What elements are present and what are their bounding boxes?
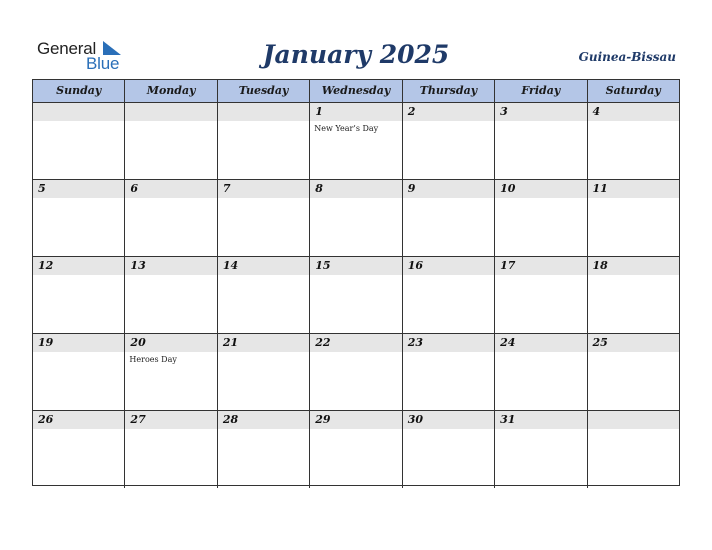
day-number-band	[218, 180, 309, 198]
day-number: 20	[130, 336, 146, 349]
day-number: 2	[407, 105, 416, 118]
week-row	[33, 257, 679, 334]
day-number-band	[495, 411, 586, 429]
day-number-band	[33, 103, 124, 121]
calendar-grid	[32, 79, 680, 486]
day-number-band	[218, 334, 309, 352]
day-number-band	[588, 334, 679, 352]
day-number-band	[495, 103, 586, 121]
day-number-band	[125, 103, 216, 121]
day-number-band	[588, 103, 679, 121]
day-number-band	[495, 180, 586, 198]
day-cell	[125, 103, 217, 179]
day-number-band	[33, 411, 124, 429]
calendar-title: January 2025	[262, 40, 450, 69]
day-cell	[588, 257, 679, 333]
weekday-header-row	[33, 80, 679, 103]
weekday-monday: Monday	[125, 80, 217, 102]
day-cell	[218, 411, 310, 488]
day-number: 23	[407, 336, 423, 349]
day-number-band	[588, 257, 679, 275]
day-cell	[218, 257, 310, 333]
day-cell	[218, 103, 310, 179]
day-number-band	[403, 103, 494, 121]
day-number: 12	[38, 259, 54, 272]
day-number-band	[218, 103, 309, 121]
day-number: 22	[315, 336, 331, 349]
week-row	[33, 180, 679, 257]
day-cell	[310, 180, 402, 256]
day-number-band	[588, 411, 679, 429]
weekday-tuesday: Tuesday	[218, 80, 310, 102]
day-number: 16	[407, 259, 423, 272]
day-cell	[588, 411, 679, 488]
day-number-band	[125, 257, 216, 275]
day-number: 18	[592, 259, 608, 272]
day-number: 11	[592, 182, 608, 195]
day-number-band	[33, 180, 124, 198]
weekday-sunday: Sunday	[33, 80, 125, 102]
day-number-band	[403, 257, 494, 275]
day-number-band	[33, 257, 124, 275]
holiday-label: Heroes Day	[129, 355, 177, 364]
day-number-band	[218, 411, 309, 429]
day-cell	[495, 411, 587, 488]
day-cell	[33, 103, 125, 179]
day-number: 28	[222, 413, 239, 426]
day-cell	[588, 103, 679, 179]
week-row	[33, 411, 679, 488]
day-number: 9	[407, 182, 416, 195]
day-number-band	[403, 334, 494, 352]
day-number-band	[310, 103, 401, 121]
day-number-band	[218, 257, 309, 275]
day-cell	[125, 334, 217, 410]
day-cell	[403, 180, 495, 256]
day-number: 8	[315, 182, 323, 195]
day-cell	[403, 257, 495, 333]
weeks-container	[33, 103, 679, 488]
day-number: 19	[38, 336, 54, 349]
day-number: 4	[592, 105, 601, 118]
day-cell	[495, 257, 587, 333]
day-number-band	[403, 411, 494, 429]
day-number: 7	[222, 182, 231, 195]
day-number: 14	[222, 259, 239, 272]
day-number: 26	[38, 413, 54, 426]
day-number-band	[403, 180, 494, 198]
day-cell	[403, 411, 495, 488]
day-cell	[495, 334, 587, 410]
day-number-band	[495, 334, 586, 352]
day-number-band	[495, 257, 586, 275]
day-cell	[218, 334, 310, 410]
day-cell	[33, 257, 125, 333]
weekday-saturday: Saturday	[605, 84, 661, 97]
day-cell	[310, 257, 402, 333]
day-number-band	[310, 334, 401, 352]
day-cell	[125, 180, 217, 256]
day-number-band	[588, 180, 679, 198]
day-cell	[33, 334, 125, 410]
day-number: 3	[500, 105, 508, 118]
day-number: 13	[130, 259, 146, 272]
week-row	[33, 103, 679, 180]
logo-text-general: General	[37, 39, 97, 58]
day-number: 15	[315, 259, 331, 272]
country-name: Guinea-Bissau	[578, 50, 676, 64]
day-cell	[403, 334, 495, 410]
day-number: 1	[315, 105, 323, 118]
weekday-thursday: Thursday	[403, 80, 495, 102]
day-cell	[125, 257, 217, 333]
day-cell	[403, 103, 495, 179]
day-cell	[310, 103, 402, 179]
day-cell	[495, 180, 587, 256]
day-number: 27	[130, 413, 146, 426]
day-number: 31	[500, 413, 516, 426]
day-number-band	[125, 334, 216, 352]
day-number-band	[33, 334, 124, 352]
day-number-band	[310, 257, 401, 275]
day-number-band	[125, 411, 216, 429]
day-cell	[495, 103, 587, 179]
day-number-band	[310, 411, 401, 429]
weekday-friday: Friday	[495, 80, 587, 102]
day-number: 6	[130, 182, 139, 195]
day-cell	[33, 180, 125, 256]
day-number-band	[310, 180, 401, 198]
day-number: 17	[500, 259, 516, 272]
holiday-label: New Year’s Day	[314, 124, 379, 133]
day-number: 30	[407, 413, 423, 426]
day-cell	[310, 411, 402, 488]
week-row	[33, 334, 679, 411]
day-number: 25	[592, 336, 608, 349]
day-cell	[218, 180, 310, 256]
weekday-wednesday: Wednesday	[310, 80, 402, 102]
day-cell	[588, 180, 679, 256]
day-cell	[125, 411, 217, 488]
day-cell	[310, 334, 402, 410]
day-cell	[588, 334, 679, 410]
day-cell	[33, 411, 125, 488]
day-number: 5	[38, 182, 46, 195]
day-number-band	[125, 180, 216, 198]
day-number: 21	[222, 336, 239, 349]
day-number: 24	[500, 336, 516, 349]
day-number: 29	[315, 413, 331, 426]
day-number: 10	[500, 182, 516, 195]
logo-text-blue: Blue	[86, 54, 120, 73]
